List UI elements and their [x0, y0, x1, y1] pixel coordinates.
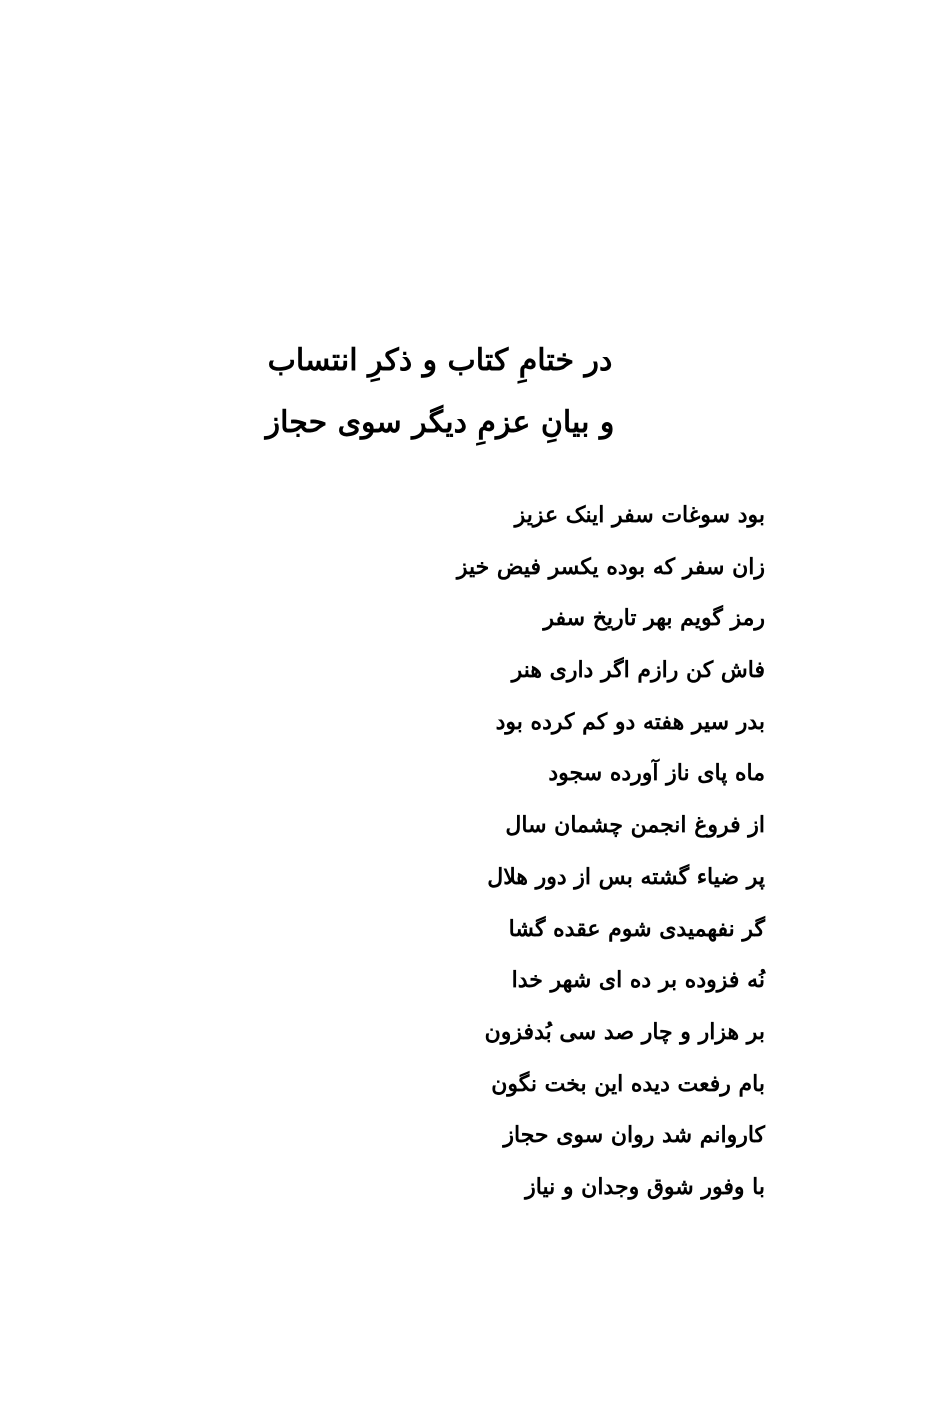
poem-verse: گر نفهمیدی شوم عقده گشا — [508, 915, 765, 942]
poem-verse: بود سوغات سفر اینک عزیز — [514, 502, 765, 528]
heading-line-1: در ختامِ کتاب و ذکرِ انتساب — [267, 343, 613, 378]
section-heading — [240, 330, 640, 454]
poem-verse: از فروغ انجمن چشمان سال — [505, 812, 765, 839]
poem-verse: زان سفر که بوده یکسر فیض خیز — [456, 553, 765, 580]
poem-verse: ماه پای ناز آورده سجود — [548, 760, 765, 787]
poem-verse: بر هزار و چار صد سی بُدفزون — [484, 1018, 765, 1045]
poem-verse: بدر سیر هفته دو کم کرده بود — [495, 708, 765, 735]
poem-verse: پر ضیاء گشته بس از دور هلال — [487, 863, 765, 890]
poem-verse: بام رفعت دیده این بخت نگون — [491, 1070, 765, 1097]
poem-verse: رمز گویم بهر تاریخ سفر — [543, 605, 765, 632]
poem-verse: کاروانم شد روان سوی حجاز — [503, 1122, 765, 1149]
poem-verse: فاش کن رازم اگر داری هنر — [511, 657, 765, 684]
poem-verse: با وفور شوق وجدان و نیاز — [525, 1173, 765, 1200]
poem — [425, 490, 765, 1214]
poem-verse: نُه فزوده بر ده ای شهر خدا — [511, 967, 765, 994]
heading-line-2: و بیانِ عزمِ دیگر سوی حجاز — [265, 405, 615, 440]
